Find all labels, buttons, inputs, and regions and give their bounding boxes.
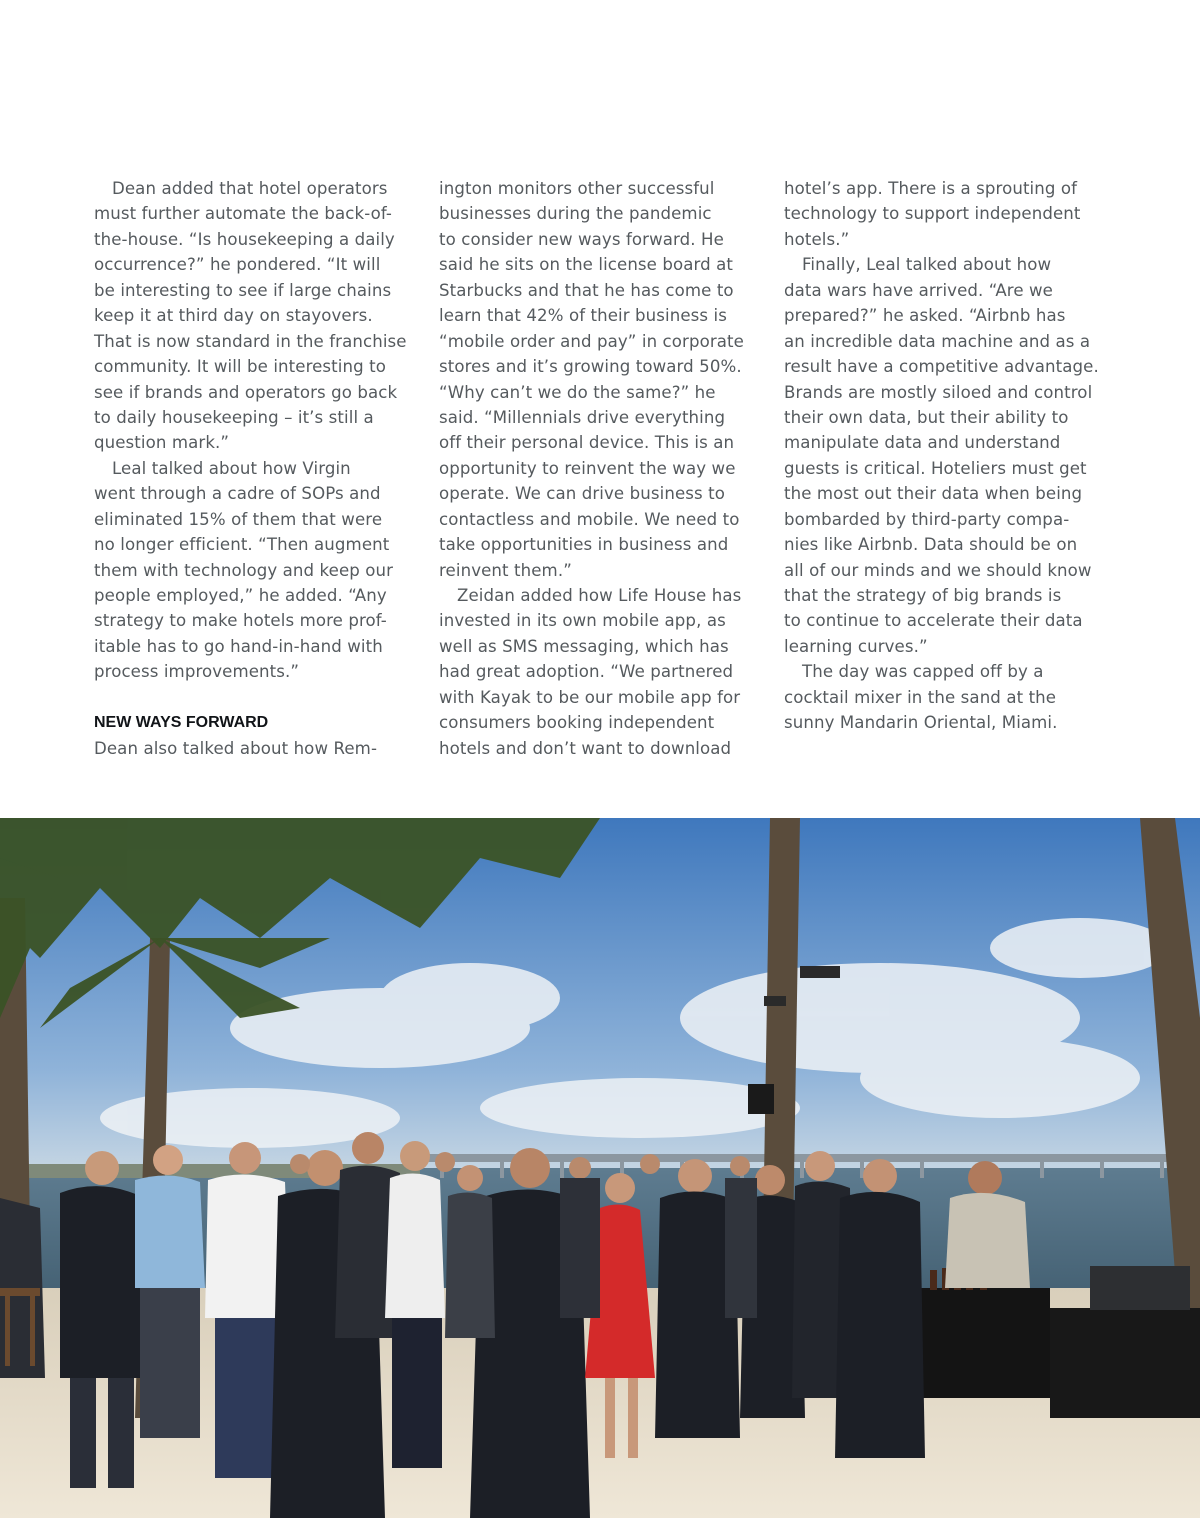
cooler (1090, 1266, 1190, 1310)
paragraph-line: hotel’s app. There is a sprouting of (784, 179, 1078, 198)
paragraph-line: “Why can’t we do the same?” he (439, 382, 716, 402)
paragraph-line: guests is critical. Hoteliers must get (784, 458, 1087, 478)
speaker (748, 1084, 774, 1114)
bar-table (1050, 1308, 1200, 1418)
paragraph-line: learn that 42% of their business is (439, 306, 727, 326)
paragraph-line: be interesting to see if large chains (94, 280, 392, 300)
paragraph-line: occurrence?” he pondered. “It will (94, 255, 381, 275)
article-column-2 (439, 176, 769, 761)
paragraph-line: technology to support independent (784, 204, 1081, 224)
article-column-3 (784, 176, 1114, 736)
paragraph-line: went through a cadre of SOPs and (94, 484, 381, 504)
paragraph-line: well as SMS messaging, which has (439, 636, 729, 656)
paragraph-line: result have a competitive advantage. (784, 357, 1099, 377)
paragraph-line: said. “Millennials drive everything (439, 407, 726, 427)
paragraph-line: invested in its own mobile app, as (439, 611, 726, 631)
section-heading: NEW WAYS FORWARD (94, 714, 269, 732)
paragraph-line: to continue to accelerate their data (784, 611, 1083, 631)
paragraph-line: community. It will be interesting to (94, 357, 386, 377)
paragraph-line: hotels.” (784, 229, 850, 249)
paragraph-line: bombarded by third-party compa- (784, 509, 1070, 529)
paragraph-line: Zeidan added how Life House has (457, 586, 742, 605)
paragraph-line: operate. We can drive business to (439, 484, 725, 504)
paragraph-line: to daily housekeeping – it’s still a (94, 407, 374, 427)
paragraph-line: the-house. “Is housekeeping a daily (94, 229, 395, 249)
paragraph-line: had great adoption. “We partnered (439, 662, 734, 682)
paragraph-line: question mark.” (94, 433, 230, 453)
paragraph-line: said he sits on the license board at (439, 255, 734, 275)
paragraph-line: Dean added that hotel operators (112, 179, 388, 198)
paragraph-line: opportunity to reinvent the way we (439, 458, 736, 478)
paragraph-line: with Kayak to be our mobile app for (439, 687, 741, 707)
paragraph-line: Starbucks and that he has come to (439, 280, 734, 300)
paragraph-line: reinvent them.” (439, 560, 572, 580)
section-spacer (94, 685, 424, 710)
paragraph-line: strategy to make hotels more prof- (94, 611, 387, 631)
paragraph-line: learning curves.” (784, 636, 928, 656)
paragraph-line: Finally, Leal talked about how (802, 255, 1052, 275)
paragraph-line: take opportunities in business and (439, 535, 729, 555)
paragraph-line: Dean also talked about how Rem- (94, 738, 378, 758)
paragraph-line: The day was capped off by a (802, 662, 1044, 682)
photo-illustration (0, 818, 1200, 1518)
paragraph-line: Brands are mostly siloed and control (784, 382, 1093, 402)
paragraph-line: them with technology and keep our (94, 560, 394, 580)
paragraph-line: manipulate data and understand (784, 433, 1061, 453)
beach-cocktail-mixer-photo (0, 818, 1200, 1518)
paragraph-line: keep it at third day on stayovers. (94, 306, 373, 326)
paragraph-line: hotels and don’t want to download (439, 738, 732, 758)
paragraph-line: Leal talked about how Virgin (112, 458, 351, 478)
paragraph-line: see if brands and operators go back (94, 382, 398, 402)
paragraph-line: data wars have arrived. “Are we (784, 280, 1053, 300)
bar-table (915, 1288, 1050, 1398)
paragraph-line: That is now standard in the franchise (94, 331, 407, 351)
paragraph-line: “mobile order and pay” in corporate (439, 331, 744, 351)
paragraph-line: eliminated 15% of them that were (94, 509, 383, 529)
paragraph-line: nies like Airbnb. Data should be on (784, 535, 1078, 555)
paragraph-line: people employed,” he added. “Any (94, 586, 387, 605)
paragraph-line: all of our minds and we should know (784, 560, 1092, 580)
paragraph-line: prepared?” he asked. “Airbnb has (784, 306, 1066, 326)
paragraph-line: must further automate the back-of- (94, 204, 392, 224)
paragraph-line: businesses during the pandemic (439, 204, 712, 224)
paragraph-line: ington monitors other successful (439, 179, 715, 198)
paragraph-line: their own data, but their ability to (784, 407, 1069, 427)
paragraph-line: that the strategy of big brands is (784, 586, 1062, 605)
paragraph-line: to consider new ways forward. He (439, 229, 724, 249)
light-fixture (800, 966, 840, 978)
paragraph-line: off their personal device. This is an (439, 433, 735, 453)
paragraph-line: consumers booking independent (439, 713, 715, 733)
paragraph-line: an incredible data machine and as a (784, 331, 1091, 351)
paragraph-line: itable has to go hand-in-hand with (94, 636, 383, 656)
paragraph-line: sunny Mandarin Oriental, Miami. (784, 713, 1058, 733)
paragraph-line: process improvements.” (94, 662, 300, 682)
light-fixture (764, 996, 786, 1006)
paragraph-line: cocktail mixer in the sand at the (784, 687, 1057, 707)
paragraph-line: contactless and mobile. We need to (439, 509, 740, 529)
paragraph-line: no longer efficient. “Then augment (94, 535, 390, 555)
article-column-1 (94, 176, 424, 761)
paragraph-line: stores and it’s growing toward 50%. (439, 357, 742, 377)
paragraph-line: the most out their data when being (784, 484, 1083, 504)
